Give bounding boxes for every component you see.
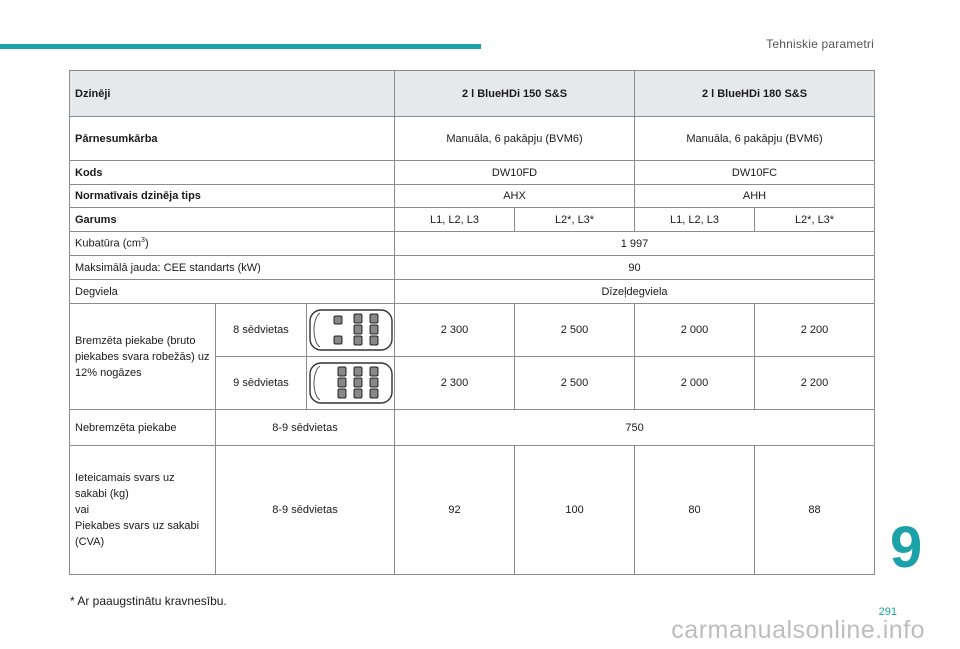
seats-9-cell [216, 357, 395, 410]
gearbox-label: Pārnesumkārba [70, 117, 395, 161]
towbar-load-label [70, 446, 216, 575]
engine-150-header: 2 l BlueHDi 150 S&S [395, 71, 635, 117]
table-row [70, 208, 875, 232]
fuel-value: Dīzeļdegviela [395, 280, 875, 304]
towbar-label-line: vai [75, 504, 90, 516]
gearbox-value: Manuāla, 6 pakāpju (BVM6) [635, 117, 875, 161]
capacity-value: 1 997 [395, 232, 875, 256]
capacity-label-text: Kubatūra (cm [75, 237, 142, 250]
towbar-label-line: Ieteicamais svars uz [75, 472, 175, 484]
table-row [70, 185, 875, 208]
table-row [70, 256, 875, 280]
table-row [70, 304, 875, 357]
unbraked-seats: 8-9 sēdvietas [216, 410, 395, 446]
gearbox-value: Manuāla, 6 pakāpju (BVM6) [395, 117, 635, 161]
table-row [70, 410, 875, 446]
table-header-row [70, 71, 875, 117]
page-number: 291 [878, 606, 897, 618]
braked-weight-value: 2 500 [515, 304, 635, 357]
watermark: carmanualsonline.info [671, 616, 925, 644]
capacity-label [70, 232, 395, 256]
code-value: DW10FC [635, 161, 875, 185]
towbar-value: 100 [515, 446, 635, 575]
unbraked-value: 750 [395, 410, 875, 446]
table-row [70, 280, 875, 304]
braked-weight-value: 2 000 [635, 357, 755, 410]
fuel-label: Degviela [70, 280, 395, 304]
braked-weight-value: 2 200 [755, 357, 875, 410]
length-value: L1, L2, L3 [635, 208, 755, 232]
towbar-value: 92 [395, 446, 515, 575]
towbar-label-line: (CVA) [75, 536, 105, 548]
towbar-value: 80 [635, 446, 755, 575]
towbar-seats: 8-9 sēdvietas [216, 446, 395, 575]
braked-trailer-label: Bremzēta piekabe (bruto piekabes svara robežās) uz 12% nogāzes [70, 304, 216, 410]
van-9-seats-icon [306, 357, 394, 409]
length-value: L2*, L3* [755, 208, 875, 232]
engine-type-value: AHH [635, 185, 875, 208]
chapter-number: 9 [890, 515, 923, 580]
length-value: L2*, L3* [515, 208, 635, 232]
table-row [70, 161, 875, 185]
section-title: Tehniskie parametri [766, 37, 874, 51]
braked-weight-value: 2 300 [395, 357, 515, 410]
towbar-label-line: sakabi (kg) [75, 488, 129, 500]
engine-180-header: 2 l BlueHDi 180 S&S [635, 71, 875, 117]
specs-table [69, 70, 875, 575]
engine-type-label: Normatīvais dzinēja tips [70, 185, 395, 208]
engine-type-value: AHX [395, 185, 635, 208]
seats-8-cell [216, 304, 395, 357]
code-label: Kods [70, 161, 395, 185]
seats-8-label: 8 sēdvietas [233, 324, 289, 336]
braked-weight-value: 2 500 [515, 357, 635, 410]
table-row [70, 232, 875, 256]
code-value: DW10FD [395, 161, 635, 185]
capacity-unit-sup: 3 [141, 237, 145, 245]
unbraked-trailer-label: Nebremzēta piekabe [70, 410, 216, 446]
table-row [70, 446, 875, 575]
towbar-value: 88 [755, 446, 875, 575]
capacity-label-end: ) [144, 237, 149, 250]
power-value: 90 [395, 256, 875, 280]
seats-9-label: 9 sēdvietas [233, 377, 289, 389]
power-label: Maksimālā jauda: CEE standarts (kW) [70, 256, 395, 280]
braked-weight-value: 2 300 [395, 304, 515, 357]
header-accent-bar [0, 44, 481, 49]
length-value: L1, L2, L3 [395, 208, 515, 232]
braked-weight-value: 2 000 [635, 304, 755, 357]
table-row [70, 117, 875, 161]
braked-weight-value: 2 200 [755, 304, 875, 357]
van-8-seats-icon [306, 304, 394, 356]
engines-header: Dzinēji [70, 71, 395, 117]
footnote: * Ar paaugstinātu kravnesību. [70, 594, 227, 608]
length-label: Garums [70, 208, 395, 232]
towbar-label-line: Piekabes svars uz sakabi [75, 520, 200, 532]
